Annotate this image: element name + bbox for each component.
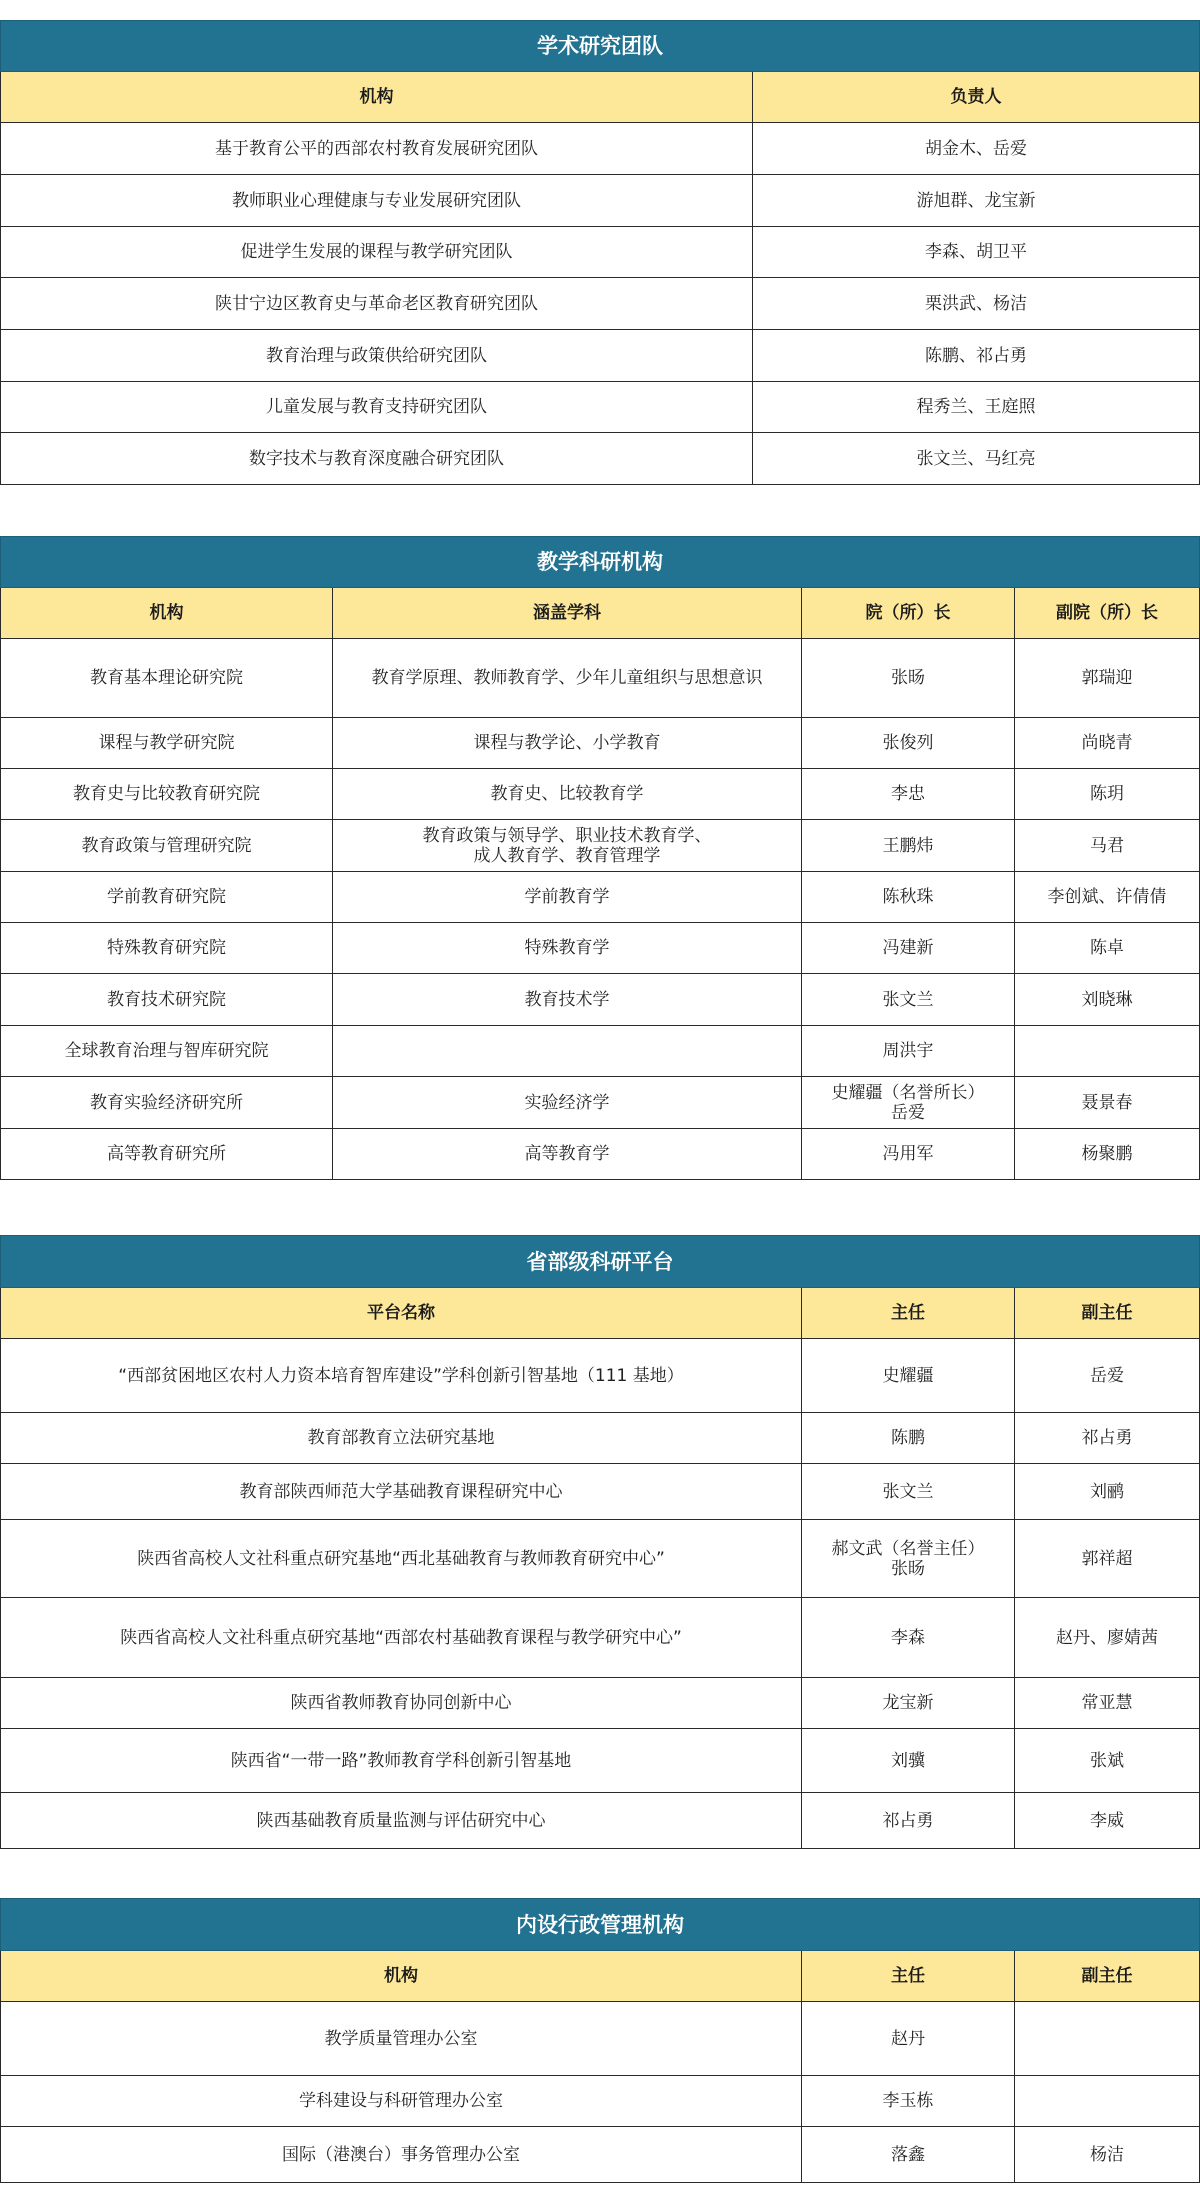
table-cell: 教育史、比较教育学: [333, 769, 802, 820]
table-cell: 儿童发展与教育支持研究团队: [1, 382, 753, 433]
table-cell: 刘骥: [802, 1729, 1015, 1793]
table-cell: 陈鹏: [802, 1413, 1015, 1464]
table-cell: 郭瑞迎: [1015, 639, 1200, 718]
table-cell: 祁占勇: [802, 1793, 1015, 1849]
table-row: [1, 1077, 1200, 1129]
table-row: [1, 1678, 1200, 1729]
column-header: 负责人: [753, 72, 1200, 123]
table-cell: 陕甘宁边区教育史与革命老区教育研究团队: [1, 278, 753, 330]
table-cell: 程秀兰、王庭照: [753, 382, 1200, 433]
table-cell: 数字技术与教育深度融合研究团队: [1, 433, 753, 485]
table-cell: 教学质量管理办公室: [1, 2002, 802, 2076]
section-title-row: [1, 537, 1200, 588]
table-cell: 高等教育学: [333, 1129, 802, 1180]
table-row: [1, 1129, 1200, 1180]
table-cell: [1015, 2002, 1200, 2076]
table-cell: 教师职业心理健康与专业发展研究团队: [1, 175, 753, 227]
column-header: 主任: [802, 1288, 1015, 1339]
table-cell: 教育部教育立法研究基地: [1, 1413, 802, 1464]
table-cell: 郝文武（名誉主任） 张旸: [802, 1520, 1015, 1598]
column-header: 机构: [1, 588, 333, 639]
column-header: 院（所）长: [802, 588, 1015, 639]
table-cell: 杨聚鹏: [1015, 1129, 1200, 1180]
table-cell: 李森: [802, 1598, 1015, 1678]
section-title: 学术研究团队: [1, 21, 1200, 72]
table-cell: 李创斌、许倩倩: [1015, 872, 1200, 923]
table-row: [1, 1413, 1200, 1464]
table-cell: 实验经济学: [333, 1077, 802, 1129]
table-cell: 李威: [1015, 1793, 1200, 1849]
table-cell: 冯用军: [802, 1129, 1015, 1180]
table-cell: 祁占勇: [1015, 1413, 1200, 1464]
table-row: [1, 974, 1200, 1026]
table-cell: 龙宝新: [802, 1678, 1015, 1729]
table-cell: 促进学生发展的课程与教学研究团队: [1, 227, 753, 278]
table-cell: 陕西省高校人文社科重点研究基地“西部农村基础教育课程与教学研究中心”: [1, 1598, 802, 1678]
table-cell: 史耀疆（名誉所长） 岳爱: [802, 1077, 1015, 1129]
table-cell: 聂景春: [1015, 1077, 1200, 1129]
table-cell: 史耀疆: [802, 1339, 1015, 1413]
table-row: [1, 1520, 1200, 1598]
table-row: [1, 639, 1200, 718]
table-cell: 李忠: [802, 769, 1015, 820]
column-header-row: [1, 1288, 1200, 1339]
table-cell: [333, 1026, 802, 1077]
table-cell: [1015, 1026, 1200, 1077]
table-row: [1, 1464, 1200, 1520]
table-row: [1, 2002, 1200, 2076]
table-cell: 陕西基础教育质量监测与评估研究中心: [1, 1793, 802, 1849]
table-row: [1, 2076, 1200, 2127]
table-cell: 张文兰: [802, 1464, 1015, 1520]
table-cell: 教育治理与政策供给研究团队: [1, 330, 753, 382]
table-cell: 课程与教学论、小学教育: [333, 718, 802, 769]
table-cell: 落鑫: [802, 2127, 1015, 2183]
table-cell: 赵丹: [802, 2002, 1015, 2076]
table-cell: 冯建新: [802, 923, 1015, 974]
table-row: [1, 872, 1200, 923]
table-cell: 陈玥: [1015, 769, 1200, 820]
provincial-platforms-table: [0, 1235, 1200, 1849]
table-row: [1, 1598, 1200, 1678]
table-cell: 课程与教学研究院: [1, 718, 333, 769]
table-row: [1, 1339, 1200, 1413]
table-row: [1, 769, 1200, 820]
table-cell: 学前教育学: [333, 872, 802, 923]
table-cell: 游旭群、龙宝新: [753, 175, 1200, 227]
table-row: [1, 718, 1200, 769]
table-cell: 胡金木、岳爱: [753, 123, 1200, 175]
table-cell: 教育部陕西师范大学基础教育课程研究中心: [1, 1464, 802, 1520]
table-cell: 赵丹、廖婧茜: [1015, 1598, 1200, 1678]
column-header: 副主任: [1015, 1288, 1200, 1339]
table-cell: 刘鹂: [1015, 1464, 1200, 1520]
table-cell: 教育学原理、教师教育学、少年儿童组织与思想意识: [333, 639, 802, 718]
teaching-research-institutes-table: [0, 536, 1200, 1180]
table-row: [1, 382, 1200, 433]
column-header: 主任: [802, 1951, 1015, 2002]
column-header: 平台名称: [1, 1288, 802, 1339]
table-cell: 学科建设与科研管理办公室: [1, 2076, 802, 2127]
table-cell: 陈鹏、祁占勇: [753, 330, 1200, 382]
table-cell: 教育实验经济研究所: [1, 1077, 333, 1129]
column-header: 机构: [1, 72, 753, 123]
section-title: 教学科研机构: [1, 537, 1200, 588]
table-cell: 张俊列: [802, 718, 1015, 769]
table-cell: 国际（港澳台）事务管理办公室: [1, 2127, 802, 2183]
column-header-row: [1, 588, 1200, 639]
table-cell: 杨洁: [1015, 2127, 1200, 2183]
table-cell: “西部贫困地区农村人力资本培育智库建设”学科创新引智基地（111 基地）: [1, 1339, 802, 1413]
section-title-row: [1, 21, 1200, 72]
table-cell: 张旸: [802, 639, 1015, 718]
table-cell: 陕西省教师教育协同创新中心: [1, 1678, 802, 1729]
table-cell: 常亚慧: [1015, 1678, 1200, 1729]
admin-offices-table: [0, 1898, 1200, 2183]
table-row: [1, 923, 1200, 974]
table-row: [1, 820, 1200, 872]
table-row: [1, 123, 1200, 175]
section-title: 内设行政管理机构: [1, 1899, 1200, 1951]
table-cell: 刘晓琳: [1015, 974, 1200, 1026]
table-cell: 陈秋珠: [802, 872, 1015, 923]
table-cell: 李森、胡卫平: [753, 227, 1200, 278]
table-cell: 高等教育研究所: [1, 1129, 333, 1180]
table-cell: 教育技术研究院: [1, 974, 333, 1026]
table-row: [1, 175, 1200, 227]
table-cell: 栗洪武、杨洁: [753, 278, 1200, 330]
column-header-row: [1, 1951, 1200, 2002]
table-cell: 基于教育公平的西部农村教育发展研究团队: [1, 123, 753, 175]
table-cell: 张斌: [1015, 1729, 1200, 1793]
table-cell: 特殊教育学: [333, 923, 802, 974]
table-row: [1, 1729, 1200, 1793]
table-cell: 陈卓: [1015, 923, 1200, 974]
table-cell: 陕西省“一带一路”教师教育学科创新引智基地: [1, 1729, 802, 1793]
table-cell: 教育技术学: [333, 974, 802, 1026]
table-cell: 李玉栋: [802, 2076, 1015, 2127]
table-row: [1, 2127, 1200, 2183]
column-header: 涵盖学科: [333, 588, 802, 639]
table-row: [1, 433, 1200, 485]
column-header: 机构: [1, 1951, 802, 2002]
table-cell: 全球教育治理与智库研究院: [1, 1026, 333, 1077]
table-cell: 周洪宇: [802, 1026, 1015, 1077]
table-row: [1, 330, 1200, 382]
table-cell: 张文兰: [802, 974, 1015, 1026]
table-cell: 郭祥超: [1015, 1520, 1200, 1598]
table-cell: [1015, 2076, 1200, 2127]
section-title-row: [1, 1899, 1200, 1951]
table-row: [1, 1026, 1200, 1077]
table-cell: 陕西省高校人文社科重点研究基地“西北基础教育与教师教育研究中心”: [1, 1520, 802, 1598]
table-cell: 教育基本理论研究院: [1, 639, 333, 718]
academic-teams-table: [0, 20, 1200, 485]
section-title: 省部级科研平台: [1, 1236, 1200, 1288]
section-title-row: [1, 1236, 1200, 1288]
table-cell: 教育政策与管理研究院: [1, 820, 333, 872]
table-row: [1, 278, 1200, 330]
table-row: [1, 227, 1200, 278]
column-header: 副院（所）长: [1015, 588, 1200, 639]
table-cell: 张文兰、马红亮: [753, 433, 1200, 485]
column-header: 副主任: [1015, 1951, 1200, 2002]
table-row: [1, 1793, 1200, 1849]
table-cell: 岳爱: [1015, 1339, 1200, 1413]
table-cell: 教育史与比较教育研究院: [1, 769, 333, 820]
table-cell: 学前教育研究院: [1, 872, 333, 923]
table-cell: 特殊教育研究院: [1, 923, 333, 974]
table-cell: 教育政策与领导学、职业技术教育学、 成人教育学、教育管理学: [333, 820, 802, 872]
table-cell: 尚晓青: [1015, 718, 1200, 769]
table-cell: 马君: [1015, 820, 1200, 872]
table-cell: 王鹏炜: [802, 820, 1015, 872]
column-header-row: [1, 72, 1200, 123]
